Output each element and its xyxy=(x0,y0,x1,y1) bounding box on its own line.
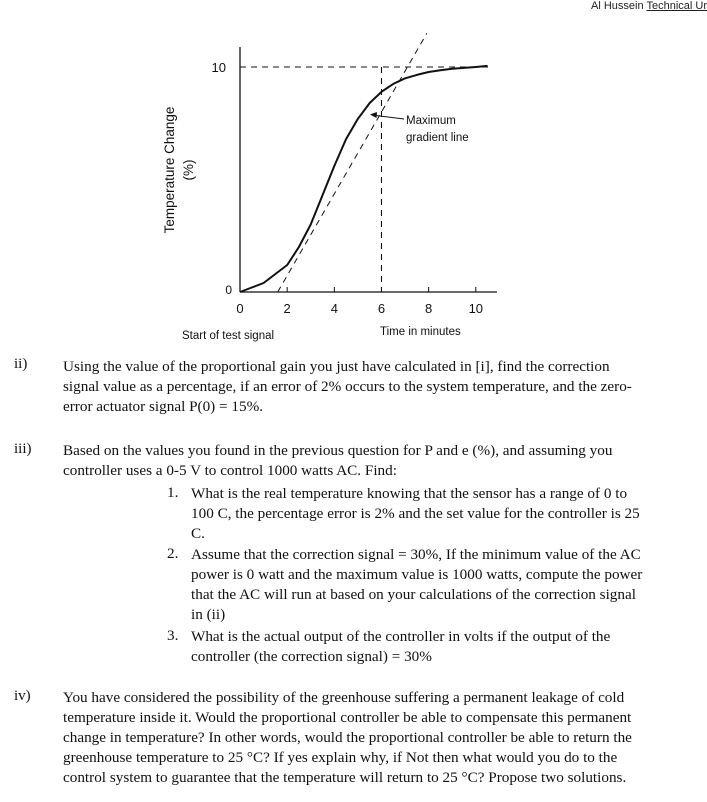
question-line: Based on the values you found in the previous question for P and e (%), and assuming you xyxy=(63,442,613,459)
sub-item-line: power is 0 watt and the maximum value is 1000 watts, compute the power xyxy=(191,566,643,583)
question-line: controller uses a 0-5 V to control 1000 watts AC. Find: xyxy=(63,462,397,479)
x-tick-label: 2 xyxy=(283,301,291,316)
question-line: control system to guarantee that the temperature will return to 25 °C? Propose two solutions. xyxy=(63,769,627,786)
annotation-line-1: Maximum xyxy=(406,115,456,127)
sub-item-line: Assume that the correction signal = 30%, If the minimum value of the AC xyxy=(191,546,641,563)
sub-item-line: that the AC will run at based on your calculations of the correction signal xyxy=(191,586,636,603)
sub-item-number: 1. xyxy=(167,484,179,501)
question-line: Using the value of the proportional gain you just have calculated in [i], find the correction xyxy=(63,358,610,375)
x-tick-label: 0 xyxy=(236,301,244,316)
sub-item-number: 2. xyxy=(167,545,179,562)
sub-item-line: C. xyxy=(191,525,205,542)
y-axis-unit: (%) xyxy=(181,159,196,181)
question-line: temperature inside it. Would the proportional controller be able to compensate this permanent xyxy=(63,709,632,726)
annotation-arrow-head xyxy=(370,112,377,118)
sub-item-line: What is the real temperature knowing that the sensor has a range of 0 to xyxy=(191,485,628,502)
question-line: error actuator signal P(0) = 15%. xyxy=(63,398,264,415)
sub-item-line: in (ii) xyxy=(191,606,226,623)
y-tick-label: 0 xyxy=(225,283,232,297)
x-tick-label: 4 xyxy=(330,301,338,316)
question-number: iii) xyxy=(14,441,32,457)
sub-item-line: 100 C, the percentage error is 2% and the set value for the controller is 25 xyxy=(191,505,640,522)
process-reaction-chart xyxy=(0,0,707,350)
response-curve xyxy=(240,66,488,292)
institution-name-underlined: Technical Ur xyxy=(646,0,707,12)
question-number: ii) xyxy=(14,356,28,372)
x-tick-label: 6 xyxy=(377,301,386,316)
annotation-arrow xyxy=(372,115,404,119)
sub-item-line: What is the actual output of the controller in volts if the output of the xyxy=(191,628,611,645)
x-tick-label: 8 xyxy=(425,301,433,316)
y-tick-label: 10 xyxy=(211,60,226,75)
institution-name: Al Hussein xyxy=(591,0,647,12)
x-axis-title: Time in minutes xyxy=(380,326,461,338)
sub-item-line: controller (the correction signal) = 30% xyxy=(191,648,432,665)
question-line: greenhouse temperature to 25 °C? If yes explain why, if Not then what would you do to the xyxy=(63,749,618,766)
start-label: Start of test signal xyxy=(182,330,275,342)
x-tick-label: 10 xyxy=(468,301,484,316)
annotation-line-2: gradient line xyxy=(406,132,469,144)
question-line: You have considered the possibility of the greenhouse suffering a permanent leakage of cold xyxy=(63,689,625,706)
question-line: change in temperature? In other words, would the proportional controller be able to return the xyxy=(63,729,632,746)
maximum-gradient-line xyxy=(278,33,427,292)
y-axis-title: Temperature Change xyxy=(162,106,177,234)
sub-item-number: 3. xyxy=(167,627,179,644)
question-number: iv) xyxy=(14,688,31,704)
question-line: signal value as a percentage, if an error of 2% occurs to the system temperature, and the zero- xyxy=(63,378,632,395)
